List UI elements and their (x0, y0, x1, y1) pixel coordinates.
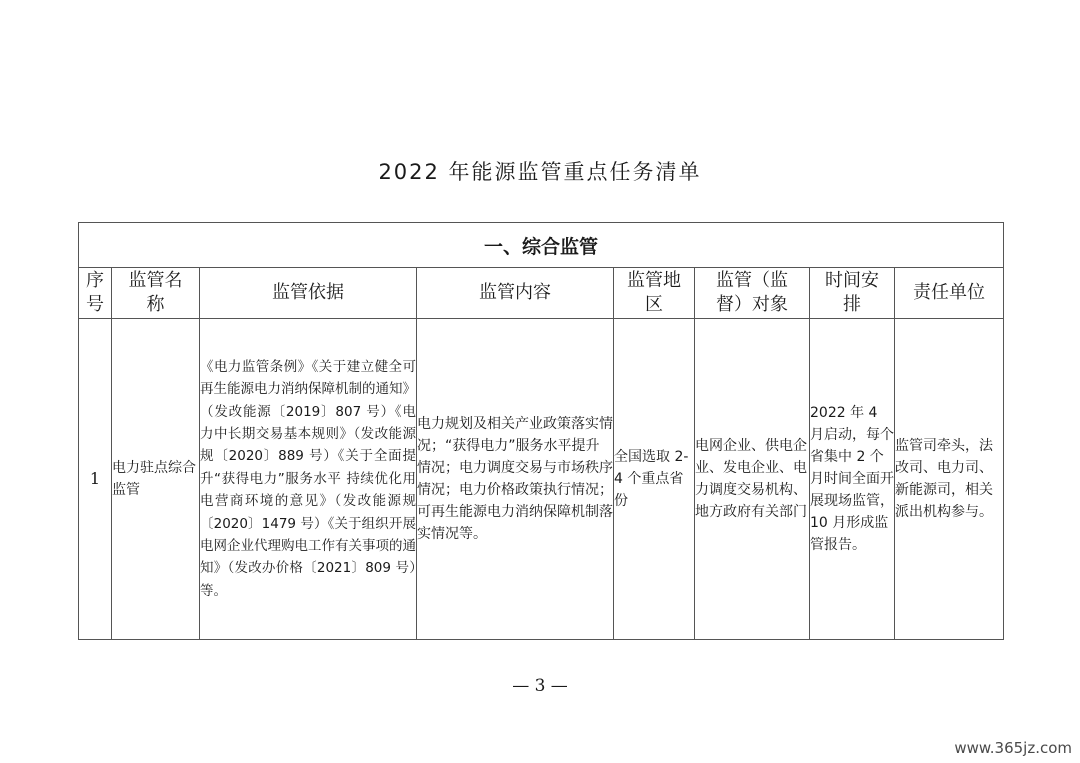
header-index: 序号 (79, 268, 112, 319)
page-number: — 3 — (512, 676, 568, 696)
section-header-row (79, 223, 1004, 268)
cell-content: 电力规划及相关产业政策落实情况；“获得电力”服务水平提升情况；电力调度交易与市场秩序情况；电力价格政策执行情况；可再生能源电力消纳保障机制落实情况等。 (417, 319, 614, 640)
cell-basis: 《电力监管条例》《关于建立健全可再生能源电力消纳保障机制的通知》（发改能源〔2019〕807 号）《电力中长期交易基本规则》（发改能源规〔2020〕889 号）《关于全面提升“获得电力”服务水平 持续优化用电营商环境的意见》（发改能源规〔2020〕1479 号）《关于组织开展电网企业代理购电工作有关事项的通知》（发改办价格〔2021〕809 号）等。 (200, 319, 417, 640)
header-target: 监管（监督）对象 (695, 268, 810, 319)
header-name: 监管名称 (112, 268, 200, 319)
header-schedule: 时间安排 (810, 268, 895, 319)
cell-index: 1 (79, 319, 112, 640)
watermark: www.365jz.com (954, 739, 1072, 757)
cell-responsible: 监管司牵头，法改司、电力司、新能源司，相关派出机构参与。 (895, 319, 1004, 640)
header-region: 监管地区 (614, 268, 695, 319)
column-header-row (79, 268, 1004, 319)
cell-name: 电力驻点综合监管 (112, 319, 200, 640)
cell-target: 电网企业、供电企业、发电企业、电力调度交易机构、地方政府有关部门 (695, 319, 810, 640)
header-content: 监管内容 (417, 268, 614, 319)
header-basis: 监管依据 (200, 268, 417, 319)
task-table (78, 222, 1004, 640)
header-responsible: 责任单位 (895, 268, 1004, 319)
cell-schedule: 2022 年 4 月启动，每个省集中 2 个月时间全面开展现场监管，10 月形成监管报告。 (810, 319, 895, 640)
cell-region: 全国选取 2-4 个重点省份 (614, 319, 695, 640)
section-title: 一、综合监管 (79, 223, 1004, 268)
document-title: 2022 年能源监管重点任务清单 (378, 160, 702, 184)
table-row (79, 319, 1004, 640)
